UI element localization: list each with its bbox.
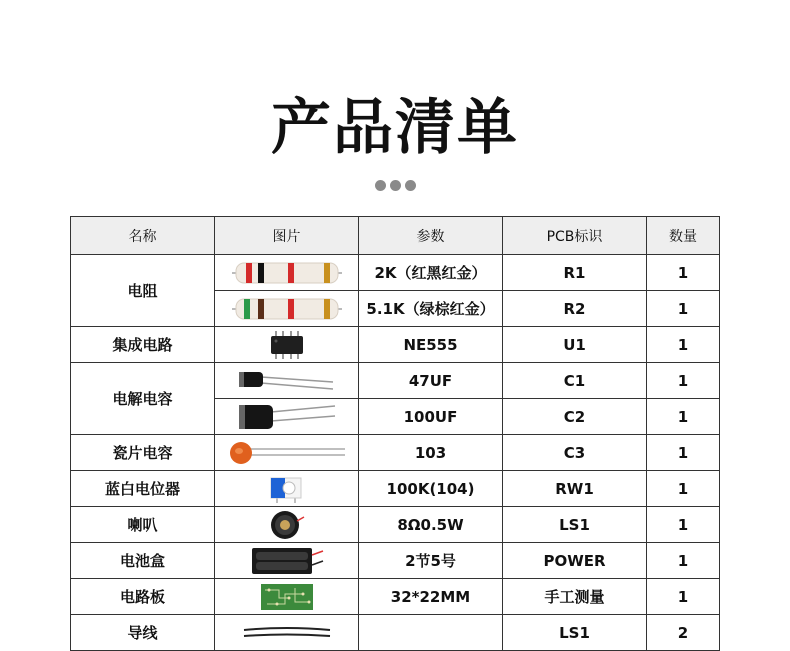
table-row xyxy=(71,435,720,471)
row-qty: 1 xyxy=(647,435,720,471)
row-qty: 1 xyxy=(647,543,720,579)
row-qty: 1 xyxy=(647,507,720,543)
ic-chip-icon xyxy=(215,327,359,363)
table-row xyxy=(71,327,720,363)
table-row xyxy=(71,615,720,651)
decorative-dots xyxy=(0,176,790,195)
row-param: 8Ω0.5W xyxy=(359,507,503,543)
row-qty: 1 xyxy=(647,255,720,291)
electrolytic-capacitor-large-icon xyxy=(215,399,359,435)
potentiometer-icon xyxy=(215,471,359,507)
row-name: 电解电容 xyxy=(71,363,215,435)
page-title: 产品清单 xyxy=(271,93,519,163)
row-qty: 2 xyxy=(647,615,720,651)
row-name: 瓷片电容 xyxy=(71,435,215,471)
row-name: 电阻 xyxy=(71,255,215,327)
electrolytic-capacitor-small-icon xyxy=(215,363,359,399)
ceramic-capacitor-icon xyxy=(215,435,359,471)
row-pcb: LS1 xyxy=(503,615,647,651)
table-row xyxy=(71,471,720,507)
row-pcb: LS1 xyxy=(503,507,647,543)
dot-icon xyxy=(375,180,386,191)
dot-icon xyxy=(405,180,416,191)
row-name: 蓝白电位器 xyxy=(71,471,215,507)
row-pcb: C2 xyxy=(503,399,647,435)
product-list-table xyxy=(70,216,720,651)
row-qty: 1 xyxy=(647,471,720,507)
header-qty: 数量 xyxy=(647,217,720,255)
row-param xyxy=(359,615,503,651)
row-name: 喇叭 xyxy=(71,507,215,543)
row-pcb: U1 xyxy=(503,327,647,363)
row-qty: 1 xyxy=(647,579,720,615)
wire-icon xyxy=(215,615,359,651)
row-param: 2节5号 xyxy=(359,543,503,579)
row-pcb: C3 xyxy=(503,435,647,471)
pcb-board-icon xyxy=(215,579,359,615)
table-row xyxy=(71,363,720,399)
row-pcb: 手工测量 xyxy=(503,579,647,615)
resistor-green-brown-icon xyxy=(215,291,359,327)
row-param: 103 xyxy=(359,435,503,471)
row-pcb: RW1 xyxy=(503,471,647,507)
row-param: 47UF xyxy=(359,363,503,399)
row-name: 电池盒 xyxy=(71,543,215,579)
speaker-icon xyxy=(215,507,359,543)
header-name: 名称 xyxy=(71,217,215,255)
row-pcb: POWER xyxy=(503,543,647,579)
row-pcb: R2 xyxy=(503,291,647,327)
row-param: 100UF xyxy=(359,399,503,435)
row-qty: 1 xyxy=(647,363,720,399)
row-param: 100K(104) xyxy=(359,471,503,507)
header-pcb: PCB标识 xyxy=(503,217,647,255)
row-param: 32*22MM xyxy=(359,579,503,615)
dot-icon xyxy=(390,180,401,191)
battery-box-icon xyxy=(215,543,359,579)
row-pcb: C1 xyxy=(503,363,647,399)
table-row xyxy=(71,579,720,615)
table-header-row xyxy=(71,217,720,255)
table-row xyxy=(71,507,720,543)
header-param: 参数 xyxy=(359,217,503,255)
row-qty: 1 xyxy=(647,399,720,435)
header-image: 图片 xyxy=(215,217,359,255)
row-pcb: R1 xyxy=(503,255,647,291)
row-param: NE555 xyxy=(359,327,503,363)
resistor-red-black-icon xyxy=(215,255,359,291)
table-row xyxy=(71,255,720,291)
row-name: 电路板 xyxy=(71,579,215,615)
row-name: 集成电路 xyxy=(71,327,215,363)
row-param: 5.1K（绿棕红金） xyxy=(359,291,503,327)
table-row xyxy=(71,543,720,579)
row-name: 导线 xyxy=(71,615,215,651)
row-qty: 1 xyxy=(647,327,720,363)
row-param: 2K（红黑红金） xyxy=(359,255,503,291)
row-qty: 1 xyxy=(647,291,720,327)
